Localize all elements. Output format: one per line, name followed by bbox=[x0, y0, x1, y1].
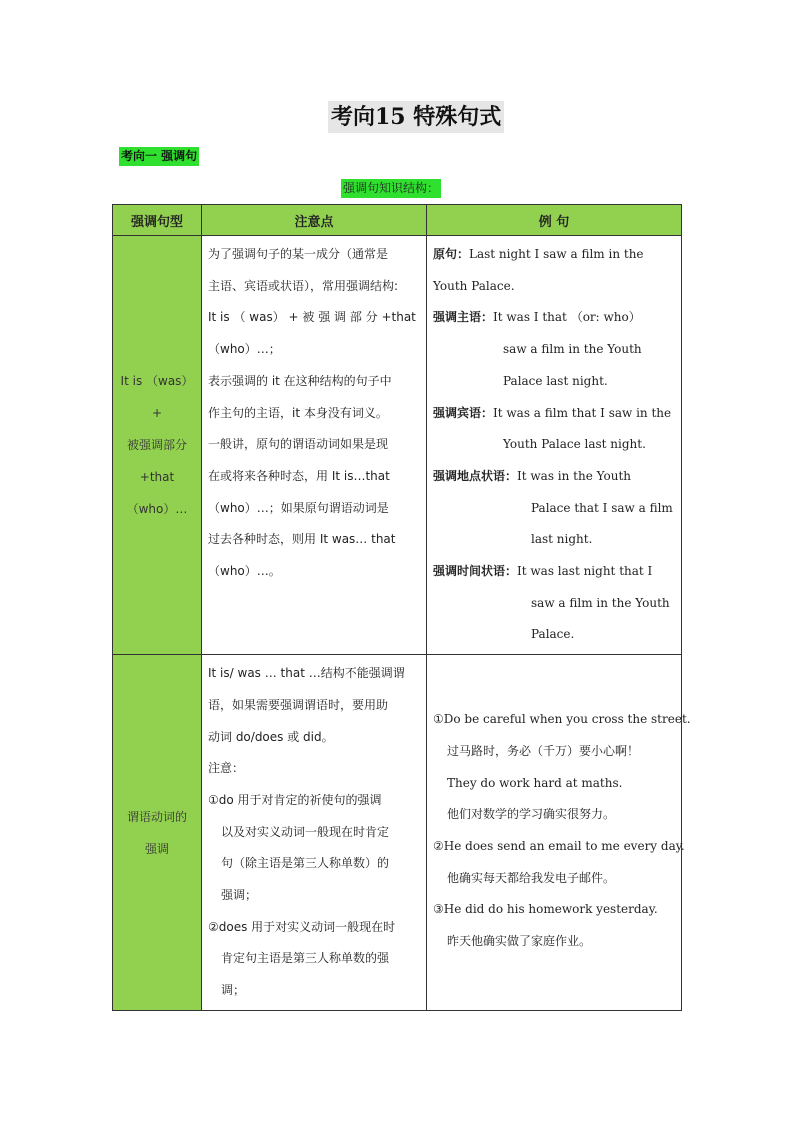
type-line: +that bbox=[139, 470, 175, 485]
note-line: 动词 do/does 或 did。 bbox=[208, 729, 334, 744]
note-line: 注意： bbox=[208, 761, 245, 776]
example-line bbox=[433, 398, 675, 430]
subtitle: 强调句知识结构： bbox=[341, 179, 441, 198]
example-line: Palace last night. bbox=[503, 373, 608, 388]
type-line: It is （was） bbox=[120, 374, 194, 389]
type-line: 强调 bbox=[144, 841, 169, 856]
example-line: saw a film in the Youth bbox=[503, 342, 642, 357]
type-line: 被强调部分 bbox=[126, 438, 187, 453]
note-line: 作主句的主语，it 本身没有词义。 bbox=[208, 405, 388, 420]
note-line: 过去各种时态，则用 It was… that bbox=[208, 532, 396, 547]
type-line: + bbox=[151, 406, 163, 421]
example-line: Palace that I saw a film bbox=[531, 500, 673, 515]
note-line: ①do 用于对肯定的祈使句的强调 bbox=[208, 792, 382, 807]
note-line: （who）…；如果原句谓语动词是 bbox=[208, 500, 389, 515]
note-line: It is （ was） + 被 强 调 部 分 +that bbox=[208, 310, 416, 325]
note-line: 以及对实义动词一般现在时肯定 bbox=[221, 824, 390, 839]
example-line bbox=[433, 461, 675, 493]
note-line: 在或将来各种时态，用 It is…that bbox=[208, 468, 390, 483]
note-line: （who）…； bbox=[208, 342, 281, 357]
note-line: It is/ was … that …结构不能强调谓 bbox=[208, 666, 405, 681]
example-line: Youth Palace last night. bbox=[503, 437, 646, 452]
example-line: ③He did do his homework yesterday. bbox=[433, 902, 658, 917]
type-cell bbox=[113, 236, 202, 655]
time-label: 强调时间状语： bbox=[433, 564, 518, 579]
example-line bbox=[433, 302, 675, 334]
example-line: Palace. bbox=[531, 627, 575, 642]
place-label: 强调地点状语： bbox=[433, 468, 518, 483]
example-line: ②He does send an email to me every day. bbox=[433, 838, 685, 853]
header-example: 例 句 bbox=[427, 205, 682, 236]
example-line: Youth Palace. bbox=[433, 278, 515, 293]
note-line: 调； bbox=[221, 983, 246, 998]
original-label: 原句： bbox=[433, 247, 470, 261]
example-line: ①Do be careful when you cross the street. bbox=[433, 712, 691, 727]
example-line bbox=[433, 239, 675, 271]
example-translation: 昨天他确实做了家庭作业。 bbox=[447, 934, 592, 949]
note-line: 句（除主语是第三人称单数）的 bbox=[221, 856, 390, 871]
example-cell bbox=[427, 236, 682, 655]
header-note: 注意点 bbox=[202, 205, 427, 236]
example-text: Last night I saw a film in the bbox=[469, 247, 644, 261]
type-cell bbox=[113, 655, 202, 1011]
example-translation: 过马路时，务必（千万）要小心啊！ bbox=[447, 743, 640, 758]
section-label: 考向一 强调句 bbox=[119, 147, 199, 166]
type-line: （who）… bbox=[126, 502, 188, 517]
table-header-row bbox=[113, 205, 682, 236]
example-cell bbox=[427, 655, 691, 1011]
note-line: 一般讲，原句的谓语动词如果是现 bbox=[208, 437, 389, 452]
note-line: 主语、宾语或状语），常用强调结构: bbox=[208, 278, 399, 293]
note-line: 强调； bbox=[221, 888, 258, 903]
note-line: ②does 用于对实义动词一般现在时 bbox=[208, 919, 396, 934]
example-line: They do work hard at maths. bbox=[447, 775, 623, 790]
example-line: saw a film in the Youth bbox=[531, 595, 670, 610]
note-line: （who）…。 bbox=[208, 564, 281, 579]
example-translation: 他确实每天都给我发电子邮件。 bbox=[447, 870, 616, 885]
note-cell bbox=[202, 236, 427, 655]
note-line: 语，如果需要强调谓语时，要用助 bbox=[208, 697, 389, 712]
emphasis-table bbox=[112, 204, 691, 1011]
example-text: It was a film that I saw in the bbox=[493, 405, 672, 420]
page-title: 考向15 特殊句式 bbox=[328, 101, 504, 133]
object-label: 强调宾语： bbox=[433, 405, 494, 420]
subject-label: 强调主语： bbox=[433, 310, 494, 325]
example-text: It was I that （or: who） bbox=[493, 310, 641, 325]
example-line bbox=[433, 556, 675, 588]
note-line: 肯定句主语是第三人称单数的强 bbox=[221, 951, 390, 966]
note-line: 表示强调的 it 在这种结构的句子中 bbox=[208, 373, 392, 388]
example-line: last night. bbox=[531, 532, 593, 547]
example-text: It was in the Youth bbox=[517, 468, 632, 483]
example-text: It was last night that I bbox=[517, 564, 653, 579]
note-cell bbox=[202, 655, 427, 1011]
note-line: 为了强调句子的某一成分（通常是 bbox=[208, 247, 389, 261]
table-row bbox=[113, 655, 682, 1011]
table-row bbox=[113, 236, 682, 655]
type-line: 谓语动词的 bbox=[126, 809, 187, 824]
example-translation: 他们对数学的学习确实很努力。 bbox=[447, 807, 616, 822]
header-type: 强调句型 bbox=[113, 205, 202, 236]
